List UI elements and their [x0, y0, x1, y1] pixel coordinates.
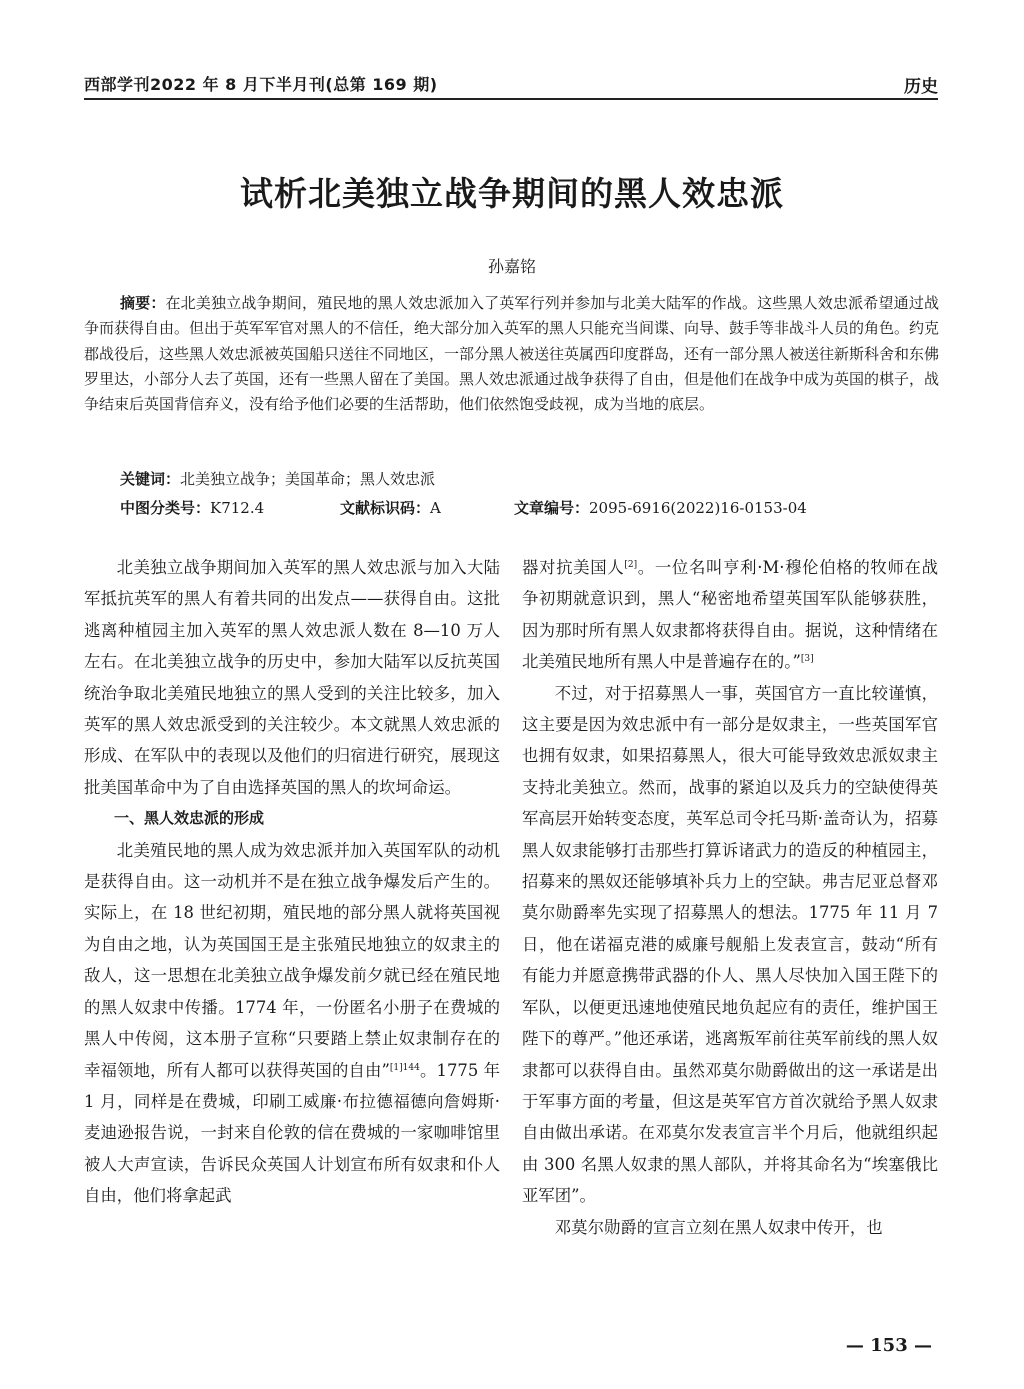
doc-code-value: A	[430, 499, 441, 517]
running-header	[84, 70, 938, 98]
journal-issue: 西部学刊2022 年 8 月下半月刊(总第 169 期)	[84, 75, 438, 94]
article-title: 试析北美独立战争期间的黑人效忠派	[240, 174, 784, 213]
citation-mark: [2]	[624, 560, 638, 570]
keywords-label: 关键词：	[120, 470, 181, 488]
header-rule	[84, 98, 938, 100]
abstract-text: 在北美独立战争期间，殖民地的黑人效忠派加入了英军行列并参加与北美大陆军的作战。这些黑人效忠派希望通过战争而获得自由。但出于英军军官对黑人的不信任，绝大部分加入英军的黑人只能充当间谍、向导、鼓手等非战斗人员的角色。约克郡战役后，这些黑人效忠派被英国船只送往不同地区，一部分黑人被送往英属西印度群岛，还有一部分黑人被送往新斯科舍和东佛罗里达，小部分人去了英国，还有一些黑人留在了美国。黑人效忠派通过战争获得了自由，但是他们在战争中成为英国的棋子，战争结束后英国背信弃义，没有给予他们必要的生活帮助，他们依然饱受歧视，成为当地的底层。	[84, 294, 940, 414]
section-heading: 一、黑人效忠派的形成	[114, 809, 265, 828]
citation-mark: [1]144	[389, 1062, 420, 1073]
keywords-text: 北美独立战争；美国革命；黑人效忠派	[180, 470, 436, 488]
section-name: 历史	[904, 77, 938, 97]
intro-paragraph: 北美独立战争期间加入英军的黑人效忠派与加入大陆军抵抗英军的黑人有着共同的出发点——获得自由。这批逃离种植园主加入英军的黑人效忠派人数在 8—10 万人左右。在北美独立战争的历史中，参加大陆军以反抗英国统治争取北美殖民地独立的黑人受到的关注比较多，加入英军的黑人效忠派受到的关注较少。本文就黑人效忠派的形成、在军队中的表现以及他们的归宿进行研究，展现这批美国革命中为了自由选择英国的黑人的坎坷命运。	[84, 558, 500, 797]
article-number-value: 2095-6916(2022)16-0153-04	[589, 499, 807, 517]
body-paragraph: 北美殖民地的黑人成为效忠派并加入英国军队的动机是获得自由。这一动机并不是在独立战争爆发后产生的。实际上，在 18 世纪初期，殖民地的部分黑人就将英国视为自由之地，认为英国国王是主张殖民地独立的奴隶主的敌人，这一思想在北美独立战争爆发前夕就已经在殖民地的黑人奴隶中传播。1774 年，一份匿名小册子在费城的黑人中传阅，这本册子宣称“只要踏上禁止奴隶制存在的幸福领地，所有人都可以获得英国的自由”$^{[1]144}$。1775 年 1 月，同样是在费城，印刷工威廉·布拉德福德向詹姆斯·麦迪逊报告说，一封来自伦敦的信在费城的一家咖啡馆里被人大声宣读，告诉民众英国人计划宣布所有奴隶和仆人自由，他们将拿起武	[84, 840, 500, 1206]
right-column	[522, 552, 938, 1243]
body-paragraph: 邓莫尔勋爵的宣言立刻在黑人奴隶中传开，也	[554, 1217, 883, 1237]
abstract	[84, 291, 939, 417]
body-paragraph: 器对抗美国人[2]。一位名叫亨利·M·穆伦伯格的牧师在战争初期就意识到，黑人“秘密地希望英国军队能够获胜，因为那时所有黑人奴隶都将获得自由。据说，这种情绪在北美殖民地所有黑人中是普遍存在的。”[3]	[522, 558, 938, 672]
clc-label: 中图分类号：	[120, 499, 211, 517]
page-number: — 153 —	[845, 1335, 932, 1356]
author-name: 孙嘉铭	[487, 257, 536, 276]
article-number-label: 文章编号：	[514, 499, 590, 517]
clc-value: K712.4	[210, 499, 265, 517]
classification-line	[120, 497, 920, 518]
abstract-label: 摘要：	[120, 294, 166, 312]
citation-mark: [3]	[800, 654, 814, 665]
keywords	[120, 468, 435, 489]
body-paragraph: 不过，对于招募黑人一事，英国官方一直比较谨慎，这主要是因为效忠派中有一部分是奴隶主，一些英国军官也拥有奴隶，如果招募黑人，很大可能导致效忠派奴隶主支持北美独立。然而，战事的紧迫以及兵力的空缺使得英军高层开始转变态度，英军总司令托马斯·盖奇认为，招募黑人奴隶能够打击那些打算诉诸武力的造反的种植园主，招募来的黑奴还能够填补兵力上的空缺。弗吉尼亚总督邓莫尔勋爵率先实现了招募黑人的想法。1775 年 11 月 7 日，他在诺福克港的威廉号舰船上发表宣言，鼓动“所有有能力并愿意携带武器的仆人、黑人尽快加入国王陛下的军队，以便更迅速地使殖民地负起应有的责任，维护国王陛下的尊严。”他还承诺，逃离叛军前往英军前线的黑人奴隶都可以获得自由。虽然邓莫尔勋爵做出的这一承诺是出于军事方面的考量，但这是英军官方首次就给予黑人奴隶自由做出承诺。在邓莫尔发表宣言半个月后，他就组织起由 300 名黑人奴隶的黑人部队，并将其命名为“埃塞俄比亚军团”。	[522, 683, 938, 1206]
doc-code-label: 文献标识码：	[340, 499, 431, 517]
left-column	[84, 552, 500, 1212]
